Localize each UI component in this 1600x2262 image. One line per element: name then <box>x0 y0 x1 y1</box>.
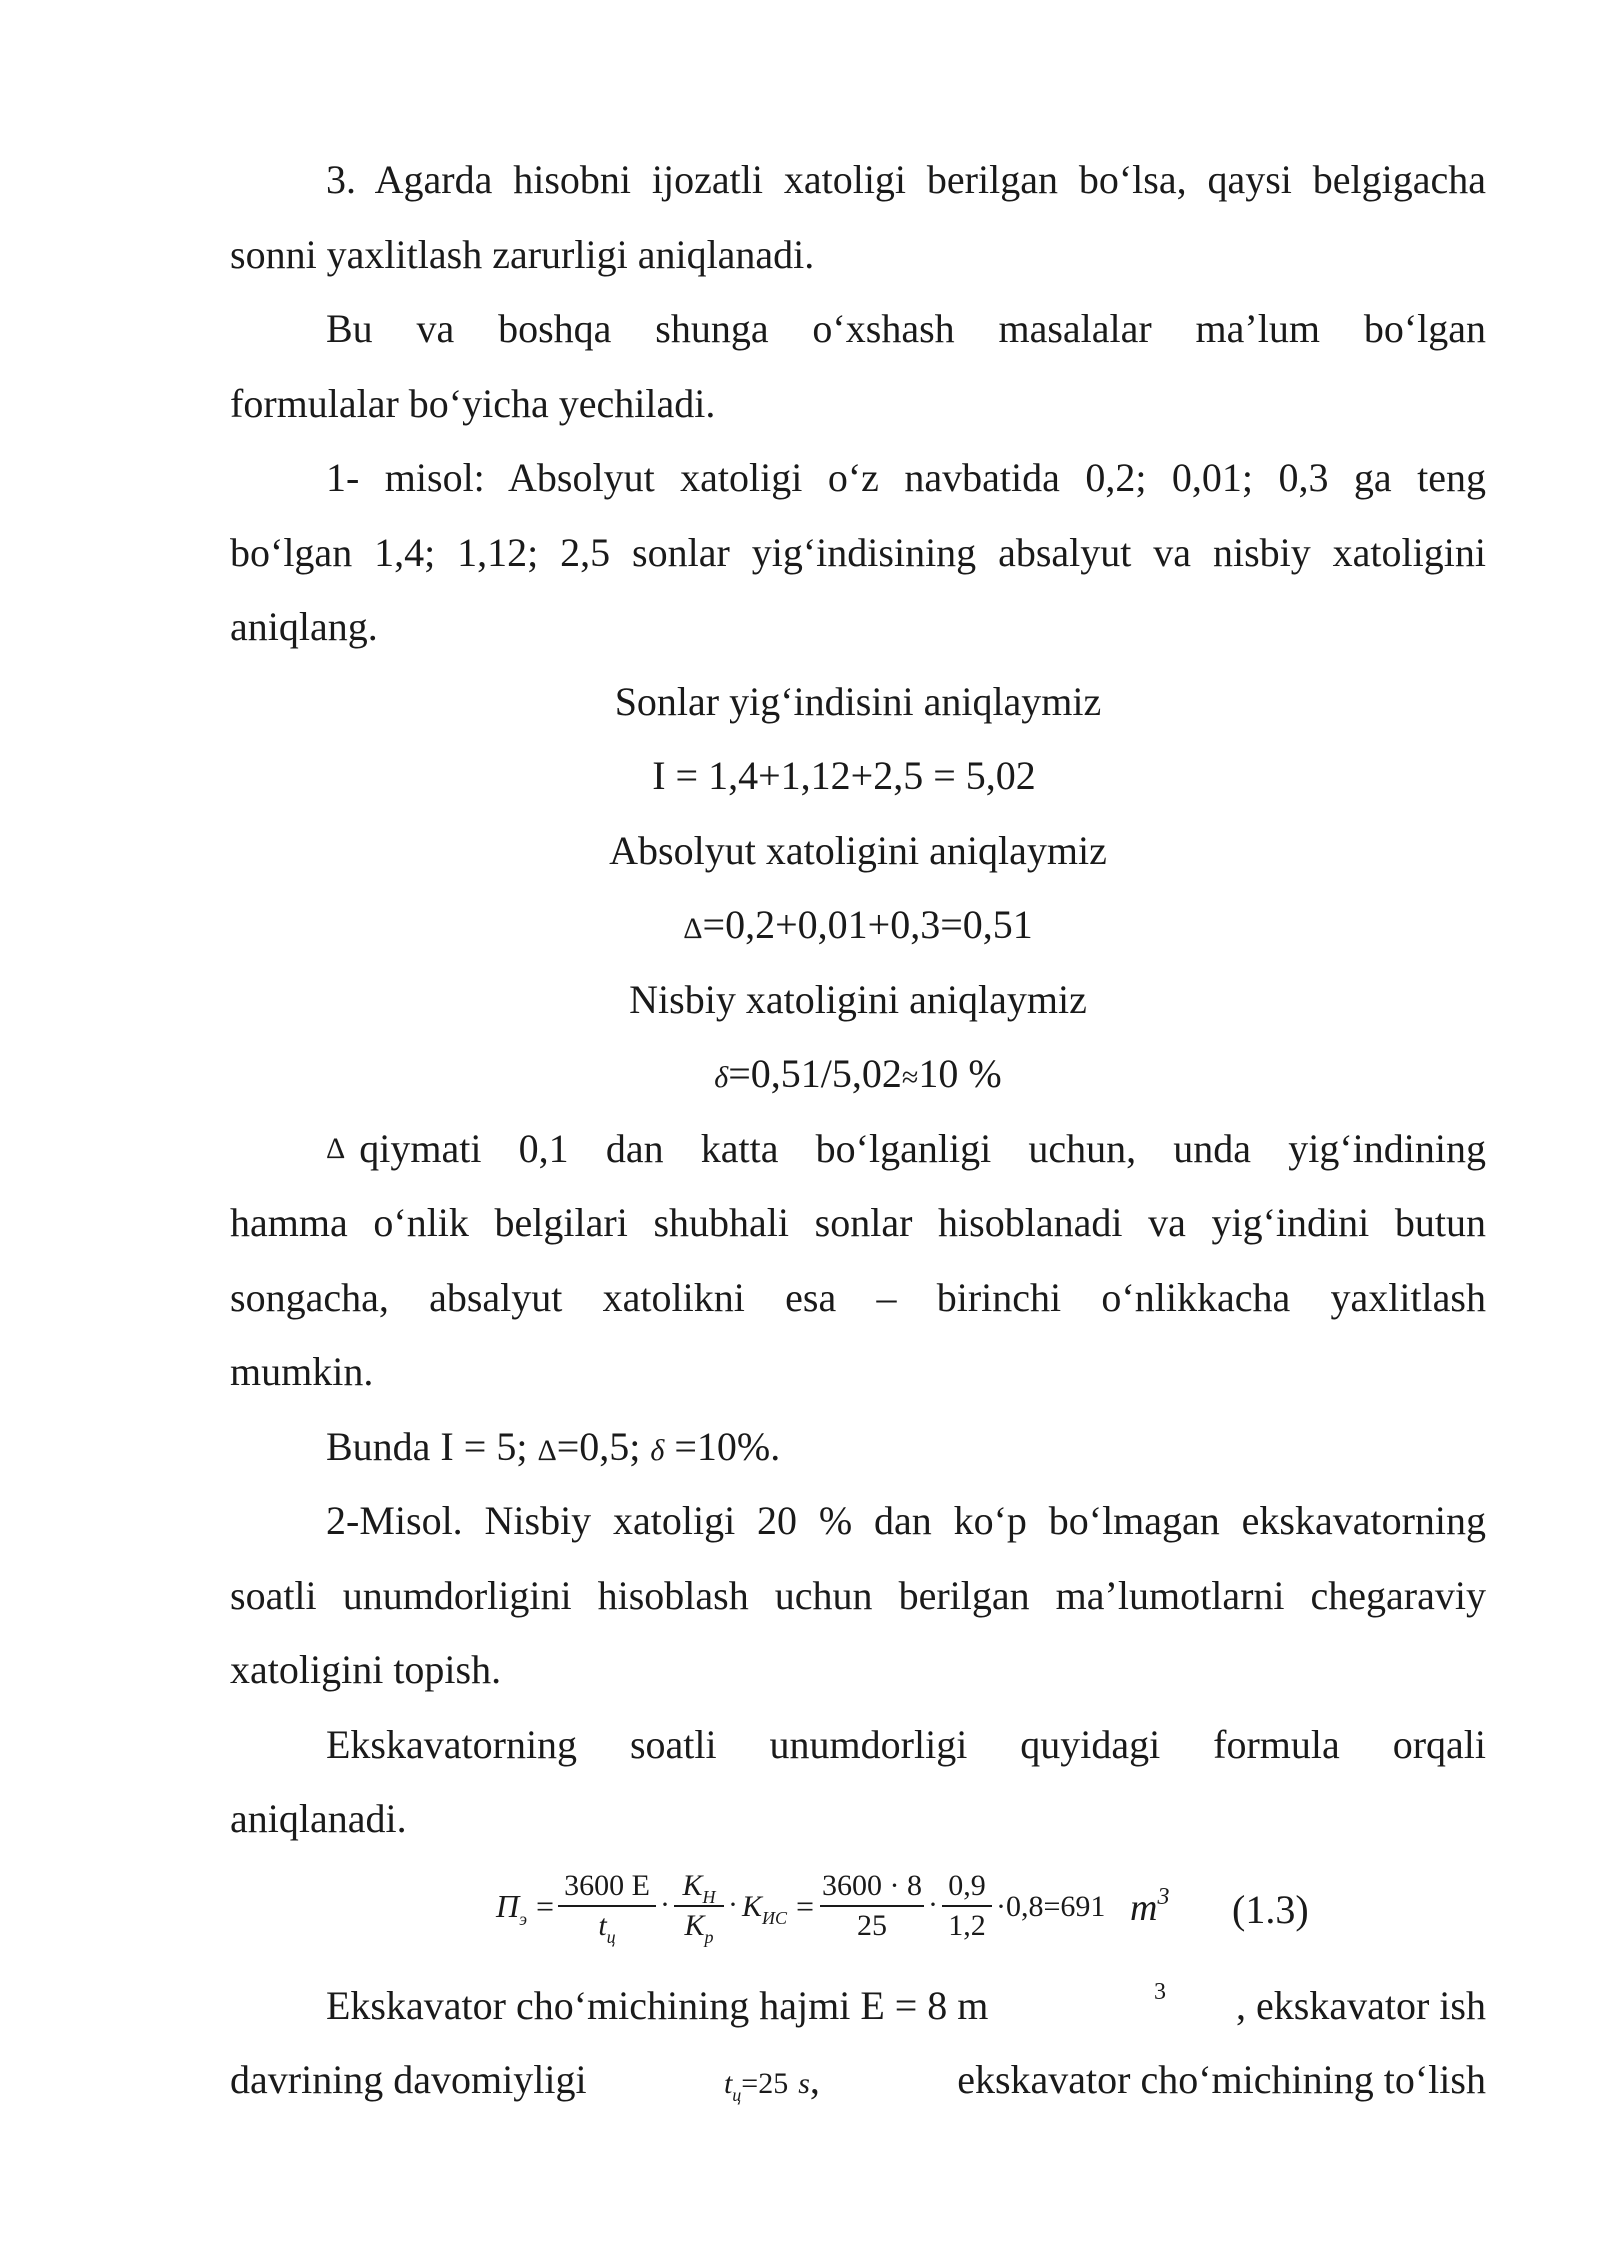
paragraph-line: songacha, absalyut xatolikni esa – birinchi o‘nlikkacha yaxlitlash <box>230 1275 1486 1320</box>
formula-lhs: $П_э$ <box>496 1888 528 1929</box>
centered-heading: Sonlar yig‘indisini aniqlaymiz <box>614 679 1102 724</box>
paragraph-line: aniqlanadi. <box>230 1796 407 1841</box>
k-is-coefficient: $K_{ИС}$ <box>742 1890 788 1928</box>
centered-heading: Nisbiy xatoligini aniqlaymiz <box>629 977 1087 1022</box>
delta-lower-symbol: δ <box>650 1434 665 1467</box>
paragraph-line: Δ qiymati 0,1 dan katta bo‘lganligi uchun, unda yig‘indining <box>326 1126 1486 1171</box>
formula-label: (1.3) <box>1232 1887 1309 1932</box>
t-cycle-expression: $t_ц=25$ s, <box>723 2057 820 2105</box>
fraction-kn-over-kp: $K_Н$ $K_р$ <box>674 1868 724 1944</box>
fraction-3600E-over-t: 3600 E $t_ц$ <box>558 1868 656 1944</box>
paragraph-line: davrining davomiyligi $t_ц=25$ s, ekskavator cho‘michining to‘lish <box>230 2056 1486 2108</box>
fraction-3600x8-over-25: 3600 · 8 25 <box>822 1869 922 1942</box>
paragraph-line: 3. Agarda hisobni ijozatli xatoligi berilgan bo‘lsa, qaysi belgigacha <box>326 157 1486 202</box>
delta-symbol: Δ <box>683 912 703 945</box>
paragraph-line: hamma o‘nlik belgilari shubhali sonlar hisoblanadi va yig‘indini butun <box>230 1200 1486 1245</box>
delta-lower-symbol: δ <box>714 1061 729 1094</box>
fraction-09-over-12: 0,9 1,2 <box>942 1868 992 1944</box>
paragraph-line: xatoligini topish. <box>230 1647 502 1692</box>
paragraph-line: 1- misol: Absolyut xatoligi o‘z navbatida 0,2; 0,01; 0,3 ga teng <box>326 455 1486 500</box>
centered-equation: δ=0,51/5,02≈10 % <box>714 1051 1002 1096</box>
paragraph-line: formulalar bo‘yicha yechiladi. <box>230 381 716 426</box>
paragraph-line: Bu va boshqa shunga o‘xshash masalalar ma’lum bo‘lgan <box>326 306 1486 351</box>
formula-1-3: $П_э$ = 3600 E $t_ц$ · $K_Н$ $K_р$ · $K_{ИС}$ = 3600 · 8 25 · 0,9 1,2 ·0,8=691 $m^3$ (1.3) <box>496 1869 1309 1947</box>
paragraph-line: 2-Misol. Nisbiy xatoligi 20 % dan ko‘p bo‘lmagan ekskavatorning <box>326 1498 1486 1543</box>
paragraph-line-tail: 3 , ekskavator ish <box>1154 1979 1486 2028</box>
paragraph-line: aniqlang. <box>230 604 378 649</box>
formula-unit: $m^3$ <box>1130 1884 1170 1929</box>
delta-symbol: Δ <box>537 1434 557 1467</box>
paragraph-line: Bunda I = 5; Δ=0,5; δ =10%. <box>326 1424 781 1469</box>
delta-symbol: Δ <box>326 1132 346 1165</box>
paragraph-line: mumkin. <box>230 1349 374 1394</box>
paragraph-line: Ekskavatorning soatli unumdorligi quyidagi formula orqali <box>326 1722 1486 1767</box>
approx-symbol: ≈ <box>901 1061 919 1094</box>
centered-heading: Absolyut xatoligini aniqlaymiz <box>609 828 1107 873</box>
centered-equation: I = 1,4+1,12+2,5 = 5,02 <box>652 753 1036 798</box>
paragraph-line: sonni yaxlitlash zarurligi aniqlanadi. <box>230 232 815 277</box>
centered-equation: Δ=0,2+0,01+0,3=0,51 <box>683 902 1033 947</box>
paragraph-line: Ekskavator cho‘michining hajmi E = 8 m <box>326 1983 989 2028</box>
paragraph-line: bo‘lgan 1,4; 1,12; 2,5 sonlar yig‘indisining absalyut va nisbiy xatoligini <box>230 530 1486 575</box>
paragraph-line: soatli unumdorligini hisoblash uchun berilgan ma’lumotlarni chegaraviy <box>230 1573 1486 1618</box>
